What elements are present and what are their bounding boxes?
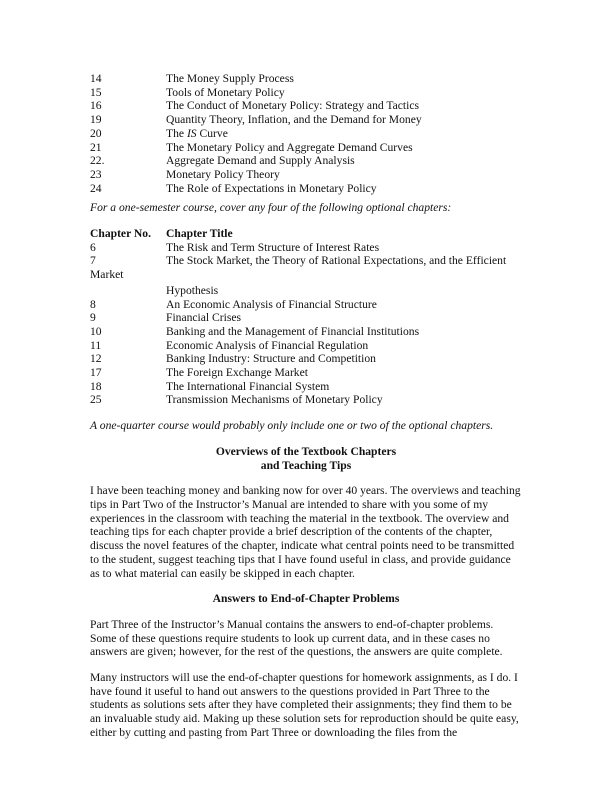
chapter-row [90, 86, 522, 100]
chapter-number: 18 [90, 379, 102, 393]
overviews-heading [90, 445, 522, 472]
chapter-number: 9 [90, 311, 96, 325]
chapter-row [90, 298, 522, 312]
chapter-row [90, 393, 522, 407]
chapter-row [90, 72, 522, 86]
required-chapter-list [90, 72, 522, 195]
chapter-row [90, 311, 522, 325]
optional-intro-note: For a one-semester course, cover any four of the following optional chapters: [90, 201, 452, 215]
chapter-row [90, 325, 522, 339]
chapter-title: The International Financial System [166, 379, 330, 393]
chapter-title: An Economic Analysis of Financial Structure [166, 297, 377, 311]
chapter-number-header: Chapter No. [90, 227, 151, 241]
chapter-row [90, 99, 522, 113]
chapter-row [90, 380, 522, 394]
chapter-number: 21 [90, 140, 102, 154]
chapter-title-header: Chapter Title [166, 227, 233, 241]
chapter-title: Aggregate Demand and Supply Analysis [166, 154, 355, 168]
chapter-number: 6 [90, 240, 96, 254]
chapter-title-pre: The [166, 126, 187, 140]
quarter-course-note: A one-quarter course would probably only include one or two of the optional chapters. [90, 419, 494, 433]
chapter-title: The Risk and Term Structure of Interest Rates [166, 240, 380, 254]
chapter-number: 10 [90, 324, 102, 338]
chapter-title-wrap: Market [90, 268, 124, 282]
answers-heading: Answers to End-of-Chapter Problems [212, 592, 400, 606]
overviews-heading-line1: Overviews of the Textbook Chapters [215, 444, 397, 458]
chapter-number: 23 [90, 167, 102, 181]
chapter-title: Financial Crises [166, 311, 242, 325]
chapter-row [90, 254, 522, 268]
chapter-title: Banking and the Management of Financial Institutions [166, 324, 420, 338]
overviews-paragraph: I have been teaching money and banking now for over 40 years. The overviews and teaching tips in Part Two of the Instructor’s Manual are intended to share with you some of my experiences in the classroom with teaching the material in the textbook. The overview and teaching tips for each chapter provide a brief description of the contents of the chapter, discuss the novel features of the chapter, indicate what central points need to be transmitted to the student, suggest teaching tips that I have found useful in class, and provide guidance as to what material can easily be skipped in each chapter. [90, 484, 521, 580]
chapter-title: The Stock Market, the Theory of Rational Expectations, and the Efficient [166, 254, 507, 268]
chapter-title [166, 127, 522, 141]
chapter-number: 7 [90, 254, 96, 268]
chapter-title: The Money Supply Process [166, 72, 294, 85]
chapter-number: 22. [90, 154, 105, 168]
chapter-number: 15 [90, 85, 102, 99]
chapter-number: 8 [90, 297, 96, 311]
chapter-title-post: Curve [196, 126, 228, 140]
chapter-row [90, 154, 522, 168]
chapter-row [90, 241, 522, 255]
chapter-number: 14 [90, 72, 102, 85]
chapter-number: 24 [90, 181, 102, 195]
chapter-title: Monetary Policy Theory [166, 167, 280, 181]
chapter-title: The Role of Expectations in Monetary Policy [166, 181, 377, 195]
chapter-title: The Monetary Policy and Aggregate Demand Curves [166, 140, 413, 154]
chapter-row [90, 141, 522, 155]
chapter-number: 11 [90, 338, 102, 352]
chapter-title: The Foreign Exchange Market [166, 366, 308, 380]
chapter-title: Banking Industry: Structure and Competition [166, 352, 376, 366]
chapter-row [90, 182, 522, 196]
chapter-title: Quantity Theory, Inflation, and the Demand for Money [166, 113, 422, 127]
chapter-title-emphasis: IS [186, 126, 197, 140]
chapter-row [90, 339, 522, 353]
chapter-number: 20 [90, 126, 102, 140]
chapter-number: 19 [90, 113, 102, 127]
chapter-row [90, 366, 522, 380]
chapter-title-continuation: Hypothesis [166, 283, 219, 297]
chapter-row [90, 168, 522, 182]
chapter-title: The Conduct of Monetary Policy: Strategy and Tactics [166, 99, 420, 113]
chapter-row [90, 352, 522, 366]
document-page [90, 72, 522, 740]
chapter-title: Economic Analysis of Financial Regulation [166, 338, 369, 352]
optional-chapter-list [90, 241, 522, 407]
chapter-title: Transmission Mechanisms of Monetary Policy [166, 393, 383, 407]
overviews-heading-line2: and Teaching Tips [260, 458, 352, 472]
answers-paragraph-1: Part Three of the Instructor’s Manual contains the answers to end-of-chapter problems. Some of these questions require students to look up current data, and in these cases no answers are given; however, for the rest of the questions, the answers are quite complete. [90, 617, 503, 659]
chapter-number: 12 [90, 352, 102, 366]
chapter-title: Tools of Monetary Policy [166, 85, 285, 99]
optional-table-header [90, 227, 522, 241]
chapter-row [90, 113, 522, 127]
chapter-number: 17 [90, 366, 102, 380]
chapter-row [90, 127, 522, 141]
chapter-number: 25 [90, 393, 102, 407]
answers-paragraph-2: Many instructors will use the end-of-chapter questions for homework assignments, as I do. I have found it useful to hand out answers to the questions provided in Part Three to the students as solutions sets after they have completed their assignments; they find them to be an invaluable study aid. Making up these solution sets for reproduction should be quite easy, either by cutting and pasting from Part Three or downloading the files from the [90, 671, 519, 739]
chapter-number: 16 [90, 99, 102, 113]
